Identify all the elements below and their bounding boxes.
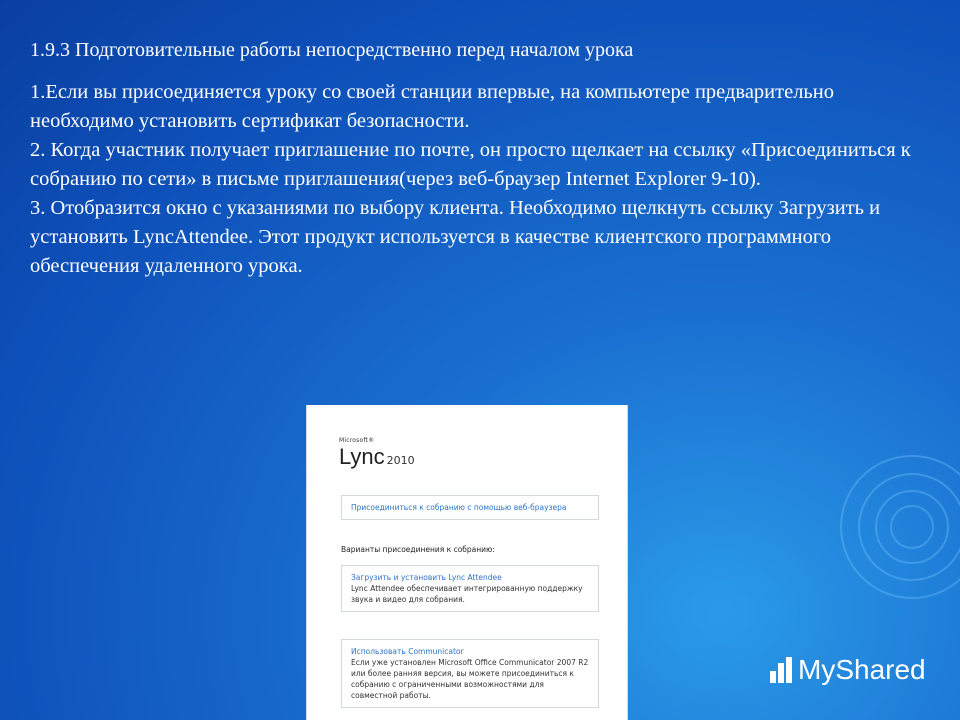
microsoft-label: Microsoft® [339,437,375,444]
paragraph-1: 1.Если вы присоединяется уроку со своей станции впервые, на компьютере предварительно необходимо установить сертификат безопасности. [30,81,835,132]
slide-heading: 1.9.3 Подготовительные работы непосредственно перед началом урока [30,39,634,61]
attendee-description: Lync Attendee обеспечивает интегрированную поддержку звука и видео для собрания. [351,584,583,604]
myshared-watermark [770,654,926,686]
lync-product-name: Lync [339,444,385,469]
browser-join-link[interactable]: Присоединиться к собранию с помощью веб-браузера [351,503,567,512]
attendee-download-link[interactable]: Загрузить и установить Lync Attendee [351,573,502,582]
join-options-label: Варианты присоединения к собранию: [341,545,495,554]
communicator-option-box[interactable] [341,639,599,708]
slide-text [30,36,930,281]
lync-version: 2010 [386,454,415,467]
browser-join-box[interactable] [341,495,599,520]
paragraph-2: 2. Когда участник получает приглашение по почте, он просто щелкает на ссылку «Присоединиться к собранию по сети» в письме приглашения(через веб-браузер Internet Explorer 9-10). [30,139,911,190]
bar-chart-icon [770,657,792,683]
watermark-text: MyShared [798,654,926,685]
lync-screenshot [306,405,628,720]
paragraph-3: 3. Отобразится окно с указаниями по выбору клиента. Необходимо щелкнуть ссылку Загрузить и установить LyncAttendee. Этот продукт используется в качестве клиентского программного обеспечения удаленного урока. [30,197,881,277]
lync-logo [339,437,415,470]
attendee-option-box[interactable] [341,565,599,612]
decorative-ripples [830,445,960,605]
communicator-link[interactable]: Использовать Communicator [351,647,464,656]
communicator-description: Если уже установлен Microsoft Office Communicator 2007 R2 или более ранняя версия, вы можете присоединиться к собранию с ограниченными возможностями для совместной работы. [351,658,589,700]
